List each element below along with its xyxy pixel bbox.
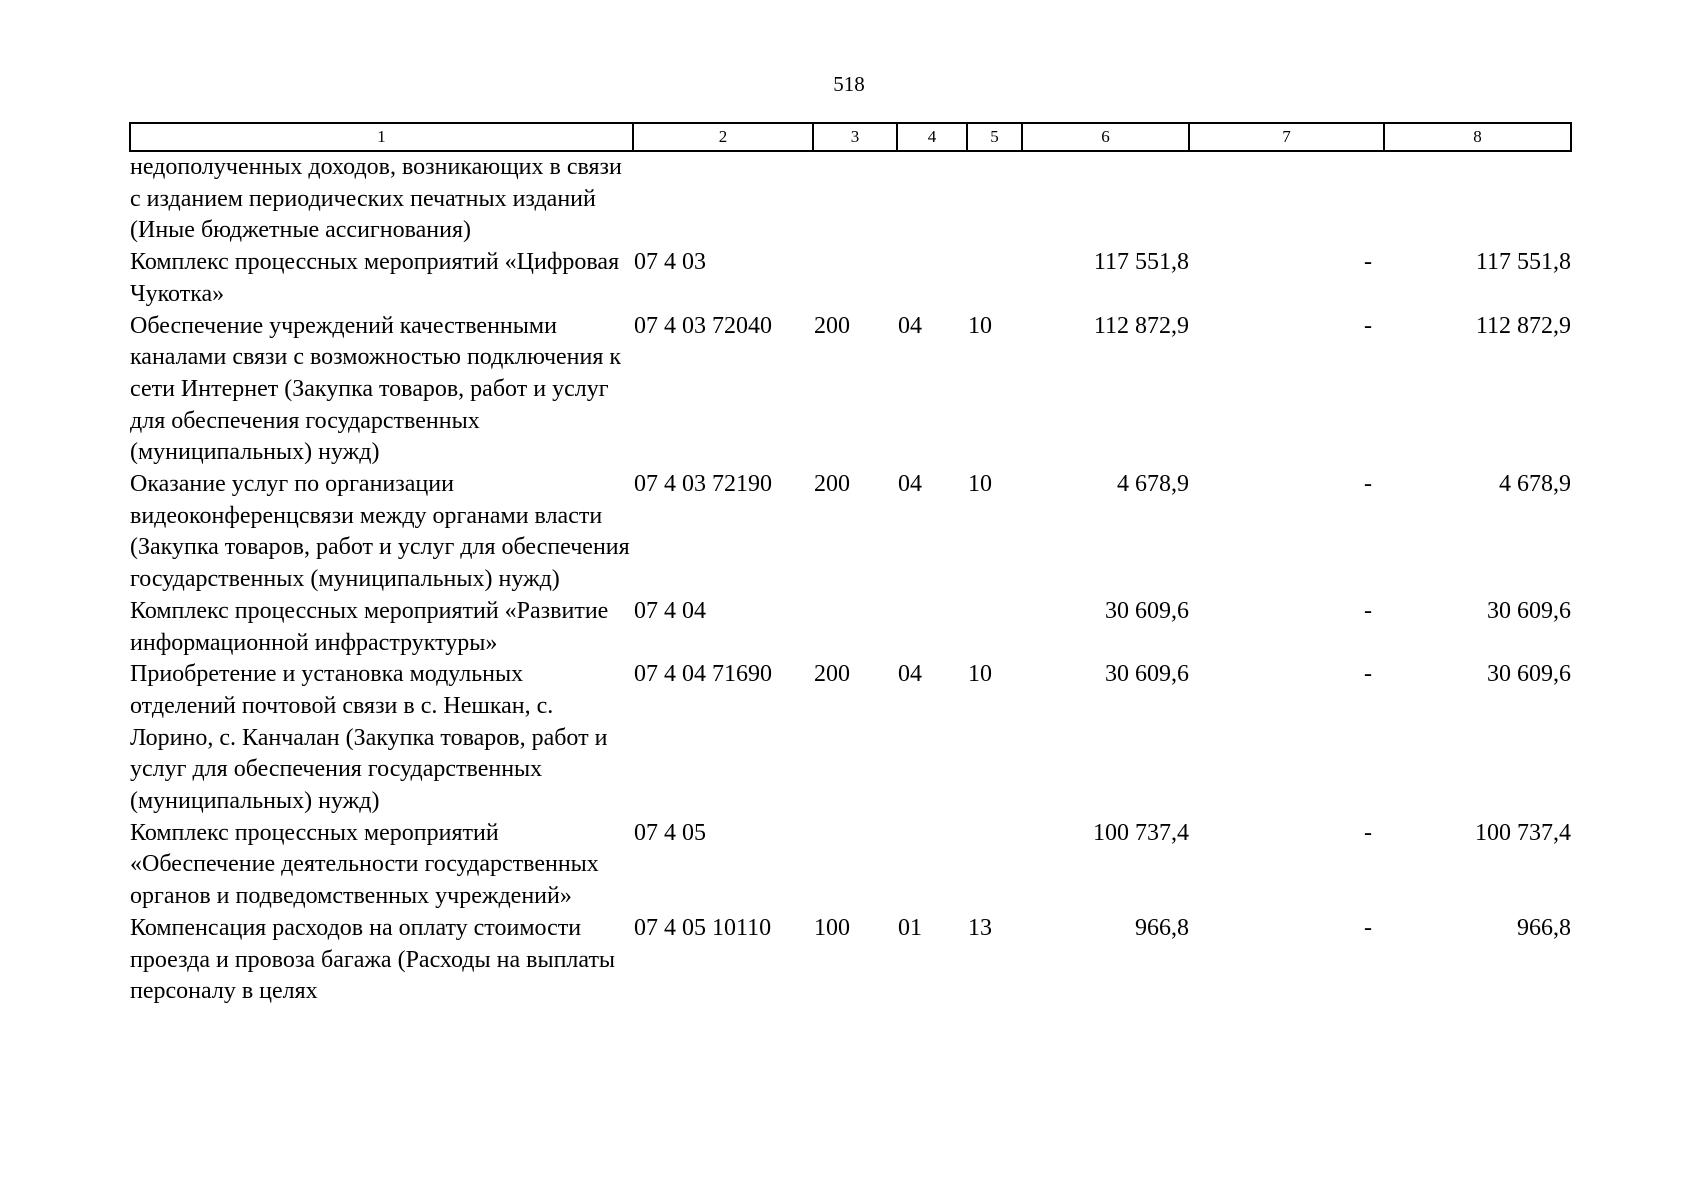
table-row xyxy=(130,247,1571,310)
row-sum-2: 112 872,9 xyxy=(1475,312,1571,339)
header-col-7: 7 xyxy=(1189,123,1384,151)
table-row xyxy=(130,469,1571,596)
row-change: - xyxy=(1364,471,1372,498)
row-rz: 04 xyxy=(898,471,922,498)
row-pr: 10 xyxy=(968,312,992,339)
row-sum-1: 100 737,4 xyxy=(1093,819,1189,846)
table-row xyxy=(130,151,1571,247)
row-sum-1: 30 609,6 xyxy=(1105,661,1189,688)
row-change: - xyxy=(1364,597,1372,624)
row-pr xyxy=(967,151,1022,247)
row-name: Обеспечение учреждений качественными каналами связи с возможностью подключения к сети Интернет (Закупка товаров, работ и услуг для обеспечения государственных (муниципальных) нужд) xyxy=(130,312,622,466)
row-change: - xyxy=(1364,661,1372,688)
table-row xyxy=(130,596,1571,659)
row-pr xyxy=(967,818,1022,913)
row-code: 07 4 03 72040 xyxy=(634,312,772,339)
header-col-1: 1 xyxy=(130,123,633,151)
header-col-8: 8 xyxy=(1384,123,1571,151)
row-sum-1: 112 872,9 xyxy=(1093,312,1189,339)
table-row xyxy=(130,818,1571,913)
row-rz: 04 xyxy=(898,661,922,688)
row-name: Комплекс процессных мероприятий «Обеспечение деятельности государственных органов и подведомственных учреждений» xyxy=(130,819,599,910)
table-row xyxy=(130,913,1571,1008)
page-number: 518 xyxy=(833,72,865,96)
header-col-3: 3 xyxy=(813,123,897,151)
row-name: Комплекс процессных мероприятий «Цифровая Чукотка» xyxy=(130,249,620,307)
table-row xyxy=(130,311,1571,470)
row-code: 07 4 04 xyxy=(634,597,706,624)
row-rz xyxy=(897,596,967,659)
row-kvr xyxy=(813,818,897,913)
table-header xyxy=(130,123,1571,151)
row-rz: 01 xyxy=(898,914,922,941)
header-col-5: 5 xyxy=(967,123,1022,151)
table-body xyxy=(130,151,1571,1008)
row-change xyxy=(1189,151,1384,247)
row-pr xyxy=(967,596,1022,659)
budget-table xyxy=(129,122,1572,1008)
row-pr: 10 xyxy=(968,661,992,688)
row-sum-2 xyxy=(1384,151,1571,247)
row-sum-1: 4 678,9 xyxy=(1117,471,1189,498)
row-change: - xyxy=(1364,312,1372,339)
row-name: Компенсация расходов на оплату стоимости проезда и провоза багажа (Расходы на выплаты персоналу в целях xyxy=(130,914,616,1005)
row-change: - xyxy=(1364,249,1372,276)
row-sum-1 xyxy=(1022,151,1189,247)
row-name: Приобретение и установка модульных отделений почтовой связи в с. Нешкан, с. Лорино, с. Канчалан (Закупка товаров, работ и услуг для обеспечения государственных (муниципальных) нужд) xyxy=(130,661,608,815)
row-kvr: 200 xyxy=(814,661,850,688)
row-code xyxy=(633,151,813,247)
row-kvr: 200 xyxy=(814,312,850,339)
row-sum-2: 117 551,8 xyxy=(1475,249,1571,276)
row-rz xyxy=(897,247,967,310)
row-sum-1: 966,8 xyxy=(1135,914,1189,941)
row-rz xyxy=(897,818,967,913)
header-row xyxy=(130,123,1571,151)
row-sum-1: 30 609,6 xyxy=(1105,597,1189,624)
row-kvr: 200 xyxy=(814,471,850,498)
row-kvr xyxy=(813,247,897,310)
row-sum-2: 30 609,6 xyxy=(1487,661,1571,688)
header-col-2: 2 xyxy=(633,123,813,151)
row-change: - xyxy=(1364,819,1372,846)
row-name: Оказание услуг по организации видеоконференцсвязи между органами власти (Закупка товаров, работ и услуг для обеспечения государственных (муниципальных) нужд) xyxy=(130,471,630,593)
row-sum-2: 966,8 xyxy=(1517,914,1571,941)
table-row xyxy=(130,659,1571,818)
row-sum-1: 117 551,8 xyxy=(1093,249,1189,276)
row-code: 07 4 05 10110 xyxy=(634,914,772,941)
header-col-6: 6 xyxy=(1022,123,1189,151)
row-pr: 13 xyxy=(968,914,992,941)
row-code: 07 4 03 xyxy=(634,249,706,276)
row-kvr xyxy=(813,151,897,247)
row-sum-2: 100 737,4 xyxy=(1475,819,1571,846)
row-code: 07 4 03 72190 xyxy=(634,471,772,498)
row-code: 07 4 05 xyxy=(634,819,706,846)
row-sum-2: 30 609,6 xyxy=(1487,597,1571,624)
row-rz: 04 xyxy=(898,312,922,339)
row-sum-2: 4 678,9 xyxy=(1499,471,1571,498)
row-change: - xyxy=(1364,914,1372,941)
header-col-4: 4 xyxy=(897,123,967,151)
row-rz xyxy=(897,151,967,247)
row-code: 07 4 04 71690 xyxy=(634,661,772,688)
row-name: недополученных доходов, возникающих в связи с изданием периодических печатных изданий (Иные бюджетные ассигнования) xyxy=(130,154,622,244)
row-kvr xyxy=(813,596,897,659)
row-pr xyxy=(967,247,1022,310)
row-pr: 10 xyxy=(968,471,992,498)
row-kvr: 100 xyxy=(814,914,850,941)
row-name: Комплекс процессных мероприятий «Развитие информационной инфраструктуры» xyxy=(130,597,609,656)
